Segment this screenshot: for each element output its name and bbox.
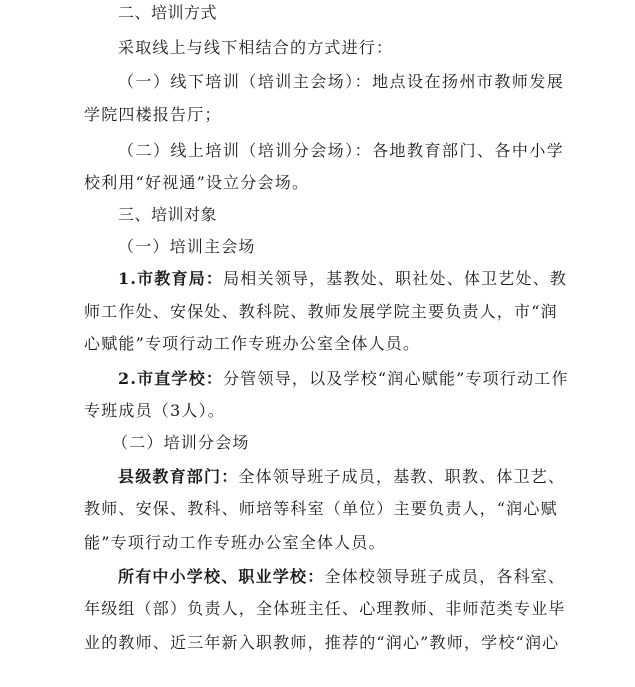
paragraph-county-line2: 教师、安保、教科、师培等科室（单位）主要负责人，“润心赋 bbox=[84, 499, 558, 518]
paragraph-all-schools-line1 bbox=[118, 566, 564, 588]
paragraph-offline-line2: 学院四楼报告厅； bbox=[84, 105, 222, 124]
paragraph-online-line1: （二）线上培训（培训分会场）：各地教育部门、各中小学 bbox=[118, 141, 564, 160]
paragraph-city-bureau-line3: 心赋能”专项行动工作专班办公室全体人员。 bbox=[84, 334, 421, 353]
paragraph-online-line2: 校利用“好视通”设立分会场。 bbox=[84, 173, 310, 192]
paragraph-city-bureau-line2: 师工作处、安保处、教科院、教师发展学院主要负责人，市“润 bbox=[84, 302, 558, 321]
label-county-departments: 县级教育部门： bbox=[118, 467, 239, 486]
paragraph-county-line1 bbox=[118, 466, 564, 488]
text-city-bureau-rest: 局相关领导，基教处、职社处、体卫艺处、教 bbox=[223, 269, 568, 288]
label-city-schools: 2.市直学校： bbox=[118, 369, 224, 388]
paragraph-offline-line1: （一）线下培训（培训主会场）：地点设在扬州市教师发展 bbox=[118, 72, 564, 91]
paragraph-intro: 采取线上与线下相结合的方式进行： bbox=[118, 38, 394, 57]
paragraph-city-schools-line2: 专班成员（3人）。 bbox=[84, 401, 225, 420]
subheading-main-venue: （一）培训主会场 bbox=[118, 237, 256, 256]
paragraph-all-schools-line3: 业的教师、近三年新入职教师，推荐的“润心”教师，学校“润心 bbox=[84, 633, 560, 652]
paragraph-city-bureau-line1 bbox=[118, 268, 568, 290]
text-city-schools-rest: 分管领导，以及学校“润心赋能”专项行动工作 bbox=[223, 369, 569, 388]
paragraph-all-schools-line2: 年级组（部）负责人，全体班主任、心理教师、非师范类专业毕 bbox=[84, 599, 566, 618]
paragraph-county-line3: 能”专项行动工作专班办公室全体人员。 bbox=[84, 533, 386, 552]
label-city-bureau: 1.市教育局： bbox=[118, 269, 224, 288]
paragraph-city-schools-line1 bbox=[118, 368, 569, 390]
section-heading-training-target: 三、培训对象 bbox=[118, 205, 218, 224]
section-heading-training-method: 二、培训方式 bbox=[118, 3, 218, 22]
subheading-branch-venue: （二）培训分会场 bbox=[112, 433, 250, 452]
text-county-rest: 全体领导班子成员，基教、职教、体卫艺、 bbox=[238, 467, 566, 486]
text-all-schools-rest: 全体校领导班子成员，各科室、 bbox=[324, 567, 566, 586]
label-all-schools: 所有中小学校、职业学校： bbox=[118, 567, 325, 586]
